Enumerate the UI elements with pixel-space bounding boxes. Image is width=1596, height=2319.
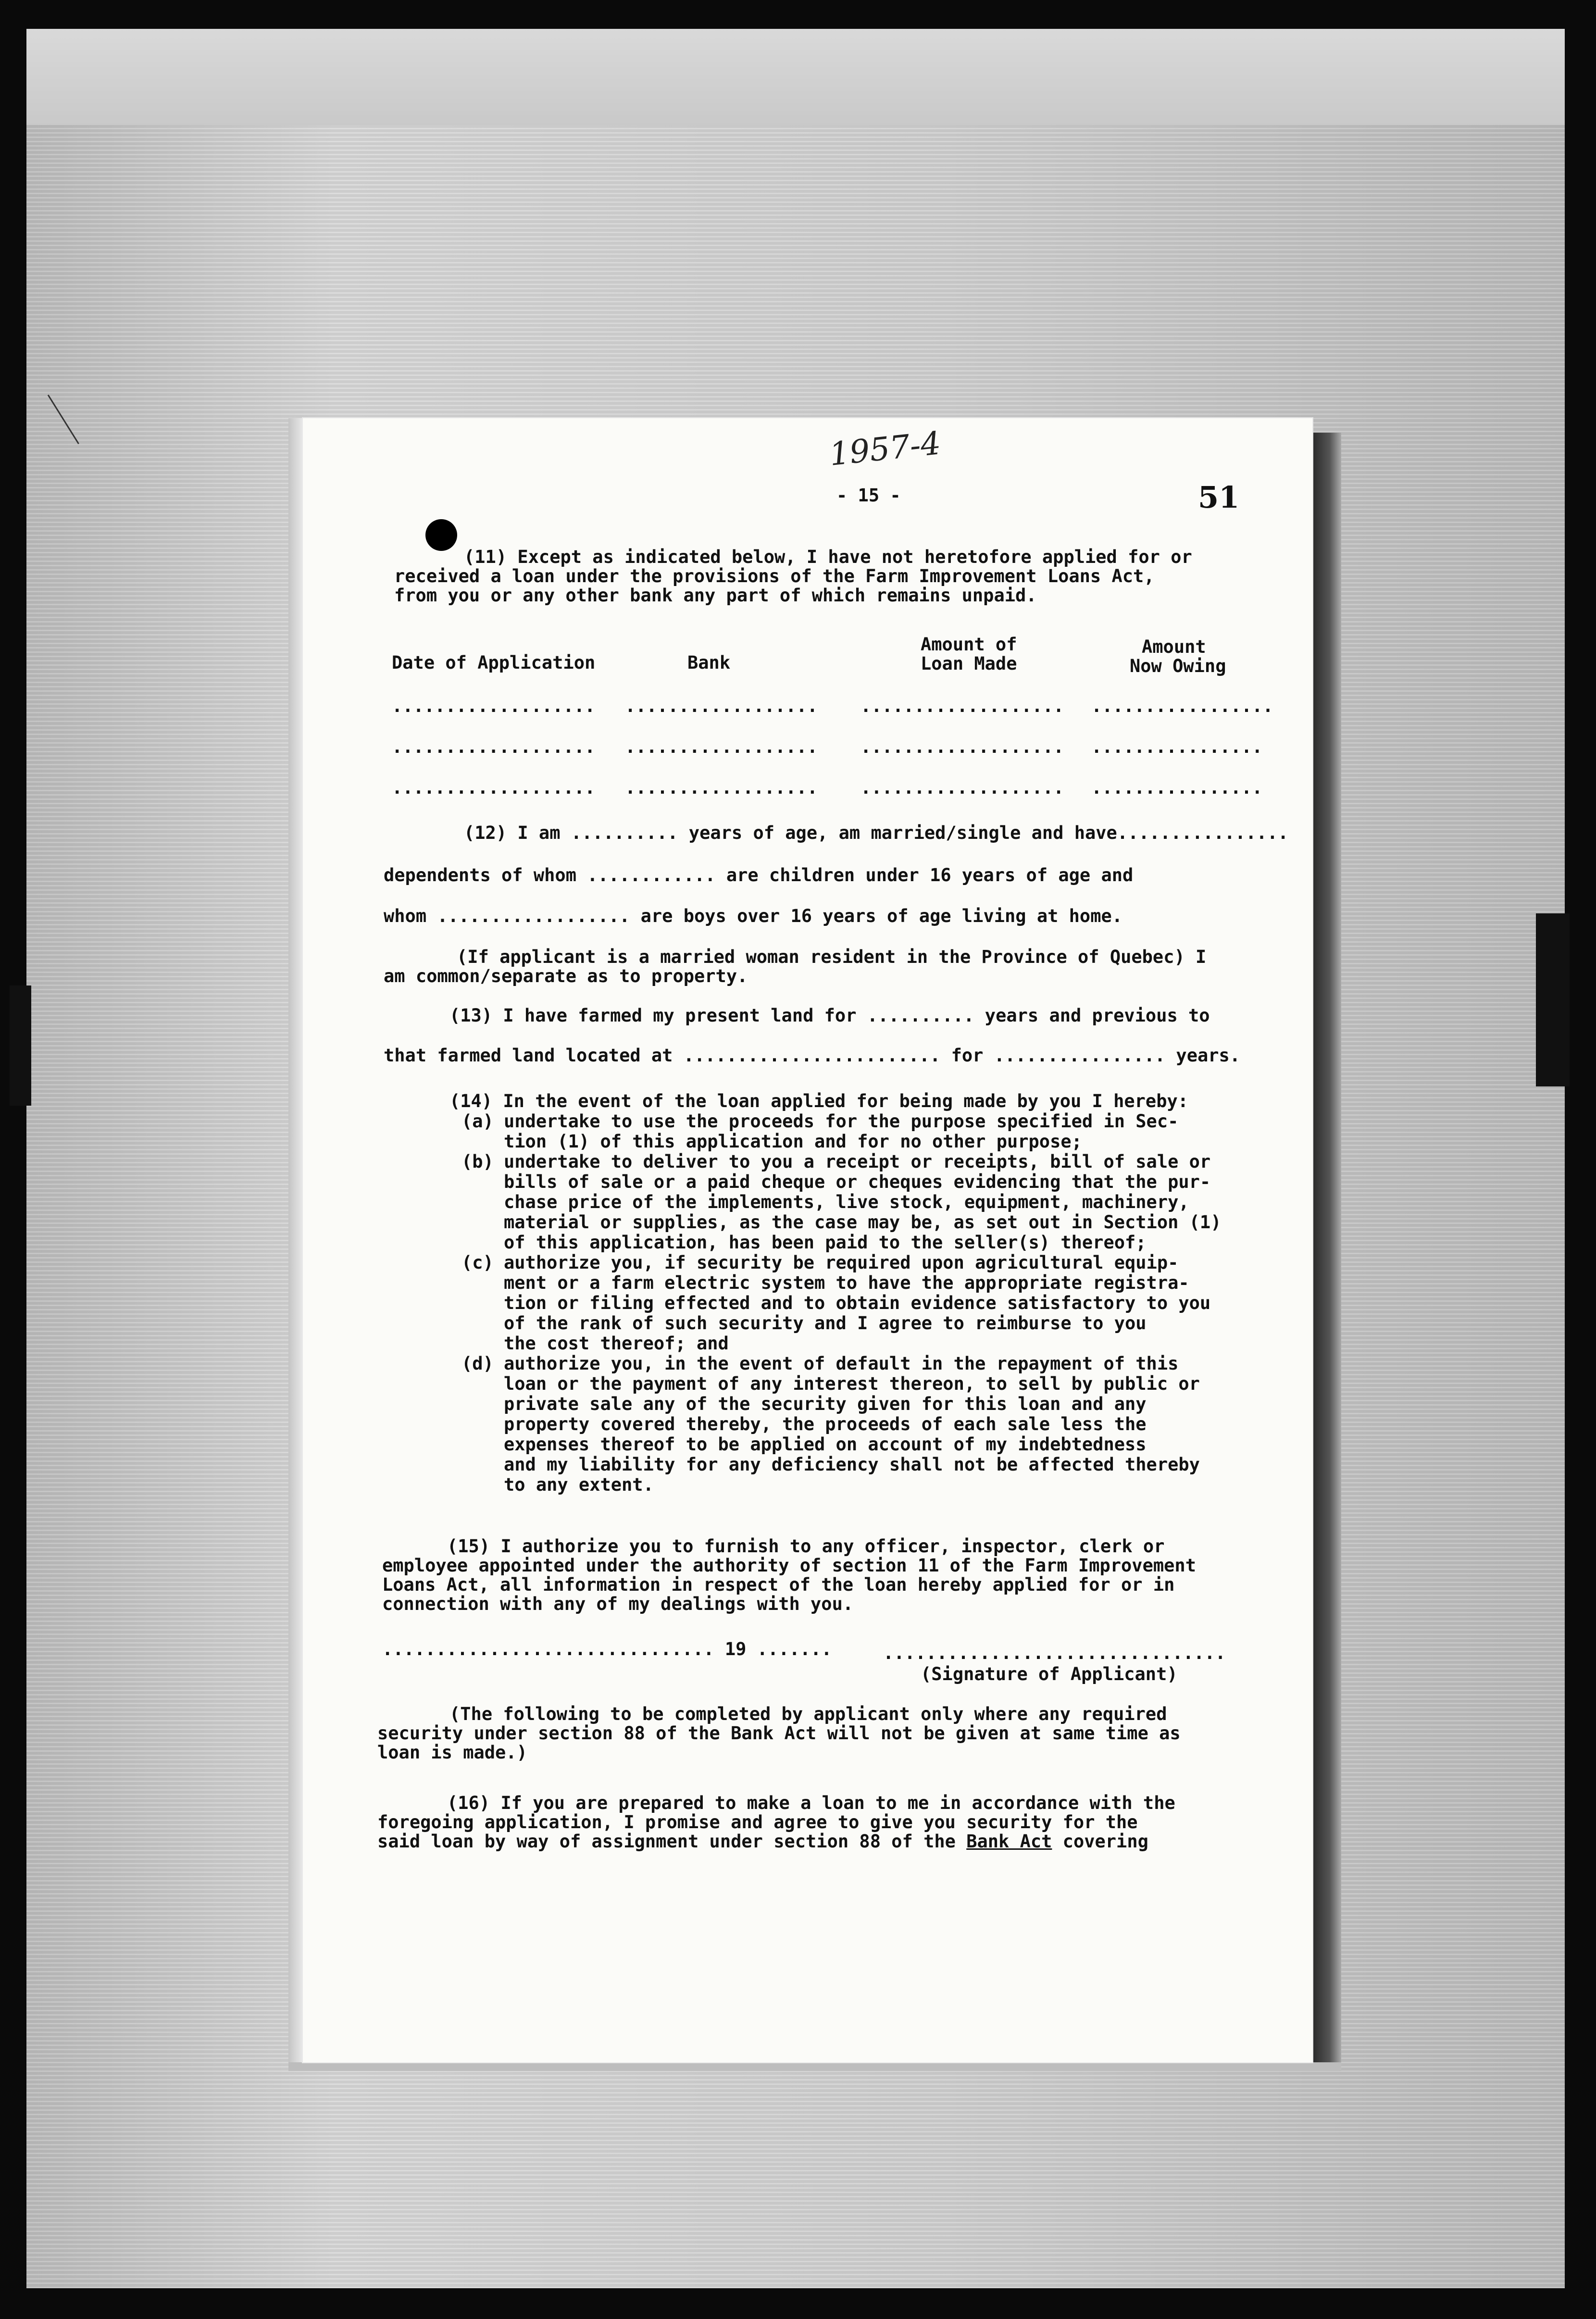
table-cell: ................... [392, 696, 596, 716]
table-cell: .................. [625, 777, 818, 798]
item-a-line: tion (1) of this application and for no other purpose; [504, 1131, 1082, 1152]
item-label-c: (c) [461, 1252, 494, 1273]
header-amount: Amount [1142, 636, 1206, 657]
document-page [303, 418, 1312, 2062]
page-number: 51 [1198, 480, 1240, 515]
header-bank: Bank [687, 652, 731, 673]
item-c-line: authorize you, if security be required upon agricultural equip- [504, 1252, 1179, 1273]
table-cell: ................... [392, 777, 596, 798]
item-label-d: (d) [461, 1353, 494, 1374]
page-marker: - 15 - [836, 485, 901, 506]
item-b-line: chase price of the implements, live stock, equipment, machinery, [504, 1192, 1189, 1212]
quebec-note-line: am common/separate as to property. [384, 966, 748, 986]
table-cell: ................ [1091, 777, 1263, 798]
section-16-line: foregoing application, I promise and agree to give you security for the [377, 1812, 1138, 1833]
following-note-line: (The following to be completed by applicant only where any required [449, 1704, 1167, 1724]
page-shadow-bottom [288, 2062, 1341, 2071]
table-cell: ................... [392, 736, 596, 757]
item-d-line: and my liability for any deficiency shall not be affected thereby [504, 1454, 1200, 1475]
item-d-line: to any extent. [504, 1474, 654, 1495]
section-11-line: (11) Except as indicated below, I have not heretofore applied for or [464, 547, 1192, 567]
section-14-intro: (14) In the event of the loan applied for being made by you I hereby: [449, 1091, 1189, 1111]
section-15-line: (15) I authorize you to furnish to any officer, inspector, clerk or [447, 1536, 1165, 1557]
signature-caption: (Signature of Applicant) [921, 1664, 1178, 1684]
section-16-line: (16) If you are prepared to make a loan to me in accordance with the [447, 1793, 1175, 1813]
section-15-line: employee appointed under the authority of section 11 of the Farm Improvement [382, 1555, 1196, 1576]
following-note-line: security under section 88 of the Bank Act will not be given at same time as [377, 1723, 1181, 1744]
section-12-line: whom .................. are boys over 16 years of age living at home. [384, 906, 1123, 926]
following-note-line: loan is made.) [377, 1742, 527, 1763]
handwritten-reference: 1957-4 [827, 424, 943, 473]
section-13-line: (13) I have farmed my present land for .......... years and previous to [449, 1005, 1210, 1026]
item-b-line: of this application, has been paid to the seller(s) thereof; [504, 1232, 1147, 1253]
item-a-line: undertake to use the proceeds for the purpose specified in Sec- [504, 1111, 1179, 1132]
item-b-line: undertake to deliver to you a receipt or receipts, bill of sale or [504, 1151, 1211, 1172]
film-edge-mark-left [10, 985, 31, 1106]
item-d-line: authorize you, in the event of default in the repayment of this [504, 1353, 1179, 1374]
quebec-note-line: (If applicant is a married woman resident in the Province of Quebec) I [457, 947, 1207, 967]
section-16-last-pre: said loan by way of assignment under section 88 of the [377, 1831, 967, 1852]
table-cell: ................... [860, 696, 1064, 716]
item-d-line: property covered thereby, the proceeds of each sale less the [504, 1414, 1147, 1434]
signature-line: ................................ [883, 1643, 1226, 1663]
item-d-line: loan or the payment of any interest thereon, to sell by public or [504, 1373, 1200, 1394]
section-16-last-post: covering [1052, 1831, 1148, 1852]
header-loan-made: Loan Made [921, 653, 1017, 674]
item-d-line: private sale any of the security given for this loan and any [504, 1394, 1147, 1414]
section-12-line: (12) I am .......... years of age, am married/single and have................ [464, 823, 1289, 843]
table-cell: ................. [1091, 696, 1273, 716]
item-c-line: the cost thereof; and [504, 1333, 729, 1354]
section-11-line: from you or any other bank any part of which remains unpaid. [394, 585, 1037, 606]
header-amount-of: Amount of [921, 634, 1017, 655]
item-c-line: ment or a farm electric system to have the appropriate registra- [504, 1272, 1189, 1293]
date-line: ............................... 19 ....... [382, 1639, 832, 1659]
section-15-line: Loans Act, all information in respect of the loan hereby applied for or in [382, 1574, 1175, 1595]
section-13-line: that farmed land located at ........................ for ................ years. [384, 1045, 1241, 1066]
bank-act-reference: Bank Act [966, 1831, 1052, 1852]
section-11-line: received a loan under the provisions of the Farm Improvement Loans Act, [394, 566, 1155, 586]
table-cell: .................. [625, 736, 818, 757]
page-shadow-left [288, 418, 303, 2067]
header-now-owing: Now Owing [1130, 656, 1226, 676]
item-d-line: expenses thereof to be applied on account of my indebtedness [504, 1434, 1147, 1455]
section-16-last-line [377, 1832, 1148, 1852]
section-12-line: dependents of whom ............ are children under 16 years of age and [384, 865, 1134, 885]
table-cell: ................ [1091, 736, 1263, 757]
item-b-line: material or supplies, as the case may be, as set out in Section (1) [504, 1212, 1222, 1233]
page-shadow-right [1312, 433, 1341, 2062]
table-cell: ................... [860, 736, 1064, 757]
section-15-line: connection with any of my dealings with you. [382, 1594, 854, 1614]
header-date-of-application: Date of Application [392, 652, 596, 673]
film-edge-mark-right [1536, 913, 1570, 1086]
item-b-line: bills of sale or a paid cheque or cheques evidencing that the pur- [504, 1172, 1211, 1192]
item-label-b: (b) [461, 1151, 494, 1172]
item-c-line: tion or filing effected and to obtain evidence satisfactory to you [504, 1293, 1211, 1313]
table-cell: ................... [860, 777, 1064, 798]
item-label-a: (a) [461, 1111, 494, 1132]
table-cell: .................. [625, 696, 818, 716]
item-c-line: of the rank of such security and I agree to reimburse to you [504, 1313, 1147, 1334]
punch-hole [425, 519, 457, 551]
microfilm-top-band [26, 29, 1565, 125]
